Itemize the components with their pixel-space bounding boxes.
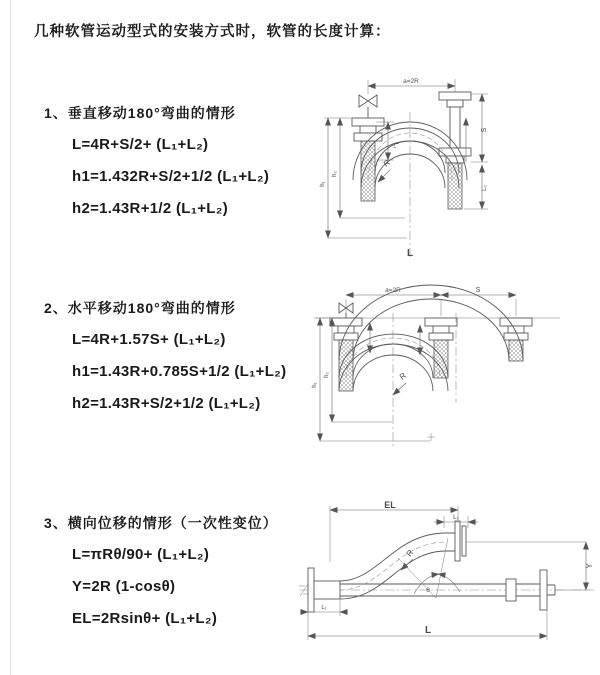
hose-section-middle — [434, 340, 448, 378]
page-title: 几种软管运动型式的安装方式时，软管的长度计算： — [34, 24, 391, 40]
dimension-label-h2: h₂ — [324, 372, 330, 378]
pipe-fitting-middle — [425, 318, 457, 340]
formula-line: h2=1.43R+S/2+1/2 (L₁+L₂) — [72, 395, 261, 412]
dimension-label-l1: L₁ — [321, 605, 327, 611]
dimension-span — [346, 287, 516, 316]
pipe-fitting-left — [330, 318, 362, 340]
valve-icon — [359, 80, 377, 118]
angle-label-theta: θ — [426, 587, 430, 594]
radius-label: R — [404, 548, 416, 559]
dimension-label-length: L — [424, 625, 432, 636]
dimension-length — [308, 600, 547, 640]
radius-label: R — [397, 370, 408, 382]
dimension-label-y: Y — [585, 563, 594, 569]
section-3 — [44, 513, 278, 642]
section-3-heading: 3、横向位移的情形（一次性变位） — [44, 515, 278, 531]
arc-bottom-tick — [427, 433, 435, 441]
section-2-heading: 2、水平移动180°弯曲的情形 — [44, 300, 236, 316]
formula-line: L=4R+1.57S+ (L₁+L₂) — [72, 331, 226, 348]
formula-line: EL=2Rsinθ+ (L₁+L₂) — [72, 610, 218, 627]
section-2 — [44, 298, 286, 427]
dimension-span — [368, 78, 455, 92]
dimension-label-l2: L₂ — [482, 185, 488, 191]
dimension-label-span: a=2R — [403, 78, 419, 85]
formula-line: h1=1.432R+S/2+1/2 (L₁+L₂) — [72, 168, 270, 185]
formula-line: L=πRθ/90+ (L₁+L₂) — [72, 546, 210, 563]
hose-s-curve — [340, 533, 446, 599]
dimension-label-h2: h₂ — [332, 171, 338, 177]
radius-callout — [393, 371, 408, 395]
flange-upper — [446, 521, 586, 561]
dimension-label-l1: L₁ — [392, 143, 398, 149]
section-1-heading: 1、垂直移动180°弯曲的情形 — [44, 105, 236, 121]
dimension-l1 — [300, 600, 348, 616]
dimension-label-l2: L₂ — [453, 515, 459, 521]
dimension-y — [555, 542, 594, 590]
section-1 — [44, 103, 269, 232]
diagram-vertical-180-bend — [310, 70, 600, 268]
formula-line: h1=1.43R+0.785S+1/2 (L₁+L₂) — [72, 363, 287, 380]
dimension-l2 — [464, 165, 488, 209]
dimension-label-el: EL — [384, 500, 396, 510]
dimension-s — [471, 94, 488, 162]
scan-edge-line — [10, 0, 11, 675]
dimension-s — [441, 287, 516, 295]
dimension-label-s: S — [475, 287, 481, 294]
angle-theta — [398, 538, 460, 598]
dimension-label-h1: h₁ — [320, 181, 326, 187]
diagram-horizontal-180-bend — [308, 283, 600, 463]
pipe-fitting-right — [500, 318, 532, 340]
diagram-lateral-displacement — [298, 500, 600, 650]
length-label: L — [406, 248, 414, 259]
formula-line: h2=1.43R+1/2 (L₁+L₂) — [72, 200, 229, 217]
dimension-label-span: a=2R — [385, 287, 401, 294]
radius-label: R — [381, 157, 392, 169]
formula-line: L=4R+S/2+ (L₁+L₂) — [72, 136, 209, 153]
dimension-label-s: S — [481, 127, 488, 133]
dimension-label-h1: h₁ — [312, 382, 318, 388]
formula-line: Y=2R (1-cosθ) — [72, 578, 176, 595]
